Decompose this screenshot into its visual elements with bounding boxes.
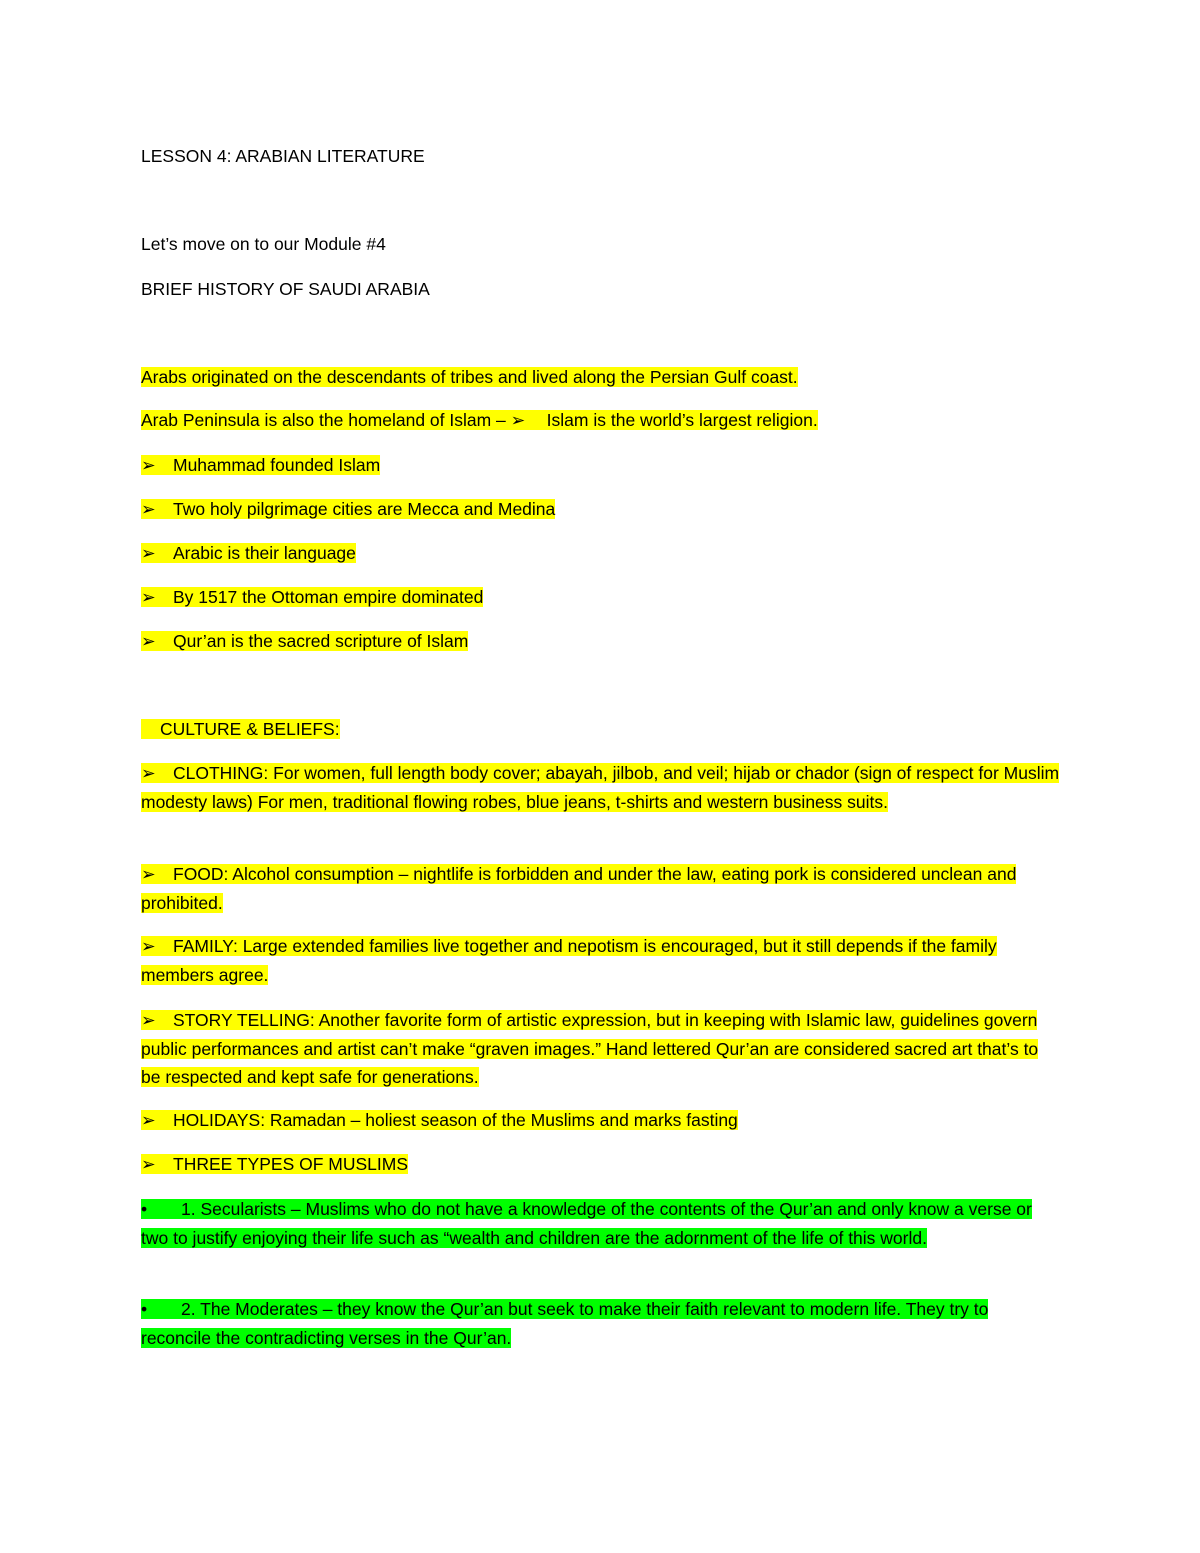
history-line-1 — [141, 363, 798, 391]
bullet-dot-icon: • — [141, 1299, 148, 1319]
list-item — [141, 451, 380, 479]
culture-family — [141, 932, 1061, 989]
arrow-bullet-icon: ➢ — [141, 631, 156, 651]
culture-heading-text: CULTURE & BELIEFS: — [141, 719, 340, 739]
culture-food — [141, 860, 1061, 917]
history-line-2-part2: Islam is the world’s largest religion. — [546, 410, 818, 430]
intro-text: Let’s move on to our Module #4 — [141, 234, 386, 254]
arrow-bullet-icon: ➢ — [141, 864, 156, 884]
culture-heading — [141, 715, 340, 743]
history-line-2-part1: Arab Peninsula is also the homeland of Islam – — [141, 410, 506, 430]
arrow-bullet-icon: ➢ — [141, 543, 156, 563]
arrow-bullet-icon: ➢ — [141, 587, 156, 607]
clothing-text: CLOTHING: For women, full length body cover; abayah, jilbob, and veil; hijab or chador (sign of respect for Muslim modesty laws) For men, traditional flowing robes, blue jeans, t-shirts and western business suits. — [141, 763, 1060, 812]
types-heading-text: THREE TYPES OF MUSLIMS — [173, 1154, 408, 1174]
bullet-text: Two holy pilgrimage cities are Mecca and Medina — [173, 499, 556, 519]
muslim-type-1 — [141, 1195, 1061, 1252]
types-heading — [141, 1150, 408, 1178]
arrow-bullet-icon: ➢ — [141, 499, 156, 519]
arrow-bullet-icon: ➢ — [141, 455, 156, 475]
arrow-bullet-icon: ➢ — [141, 763, 156, 783]
bullet-text: Qur’an is the sacred scripture of Islam — [173, 631, 469, 651]
bullet-text: By 1517 the Ottoman empire dominated — [173, 587, 484, 607]
arrow-bullet-icon: ➢ — [141, 936, 156, 956]
culture-holidays — [141, 1106, 738, 1134]
list-item — [141, 583, 483, 611]
arrow-bullet-icon: ➢ — [141, 1010, 156, 1030]
culture-story-telling — [141, 1006, 1061, 1092]
arrow-bullet-icon: ➢ — [510, 410, 526, 430]
culture-clothing — [141, 759, 1061, 816]
holidays-text: HOLIDAYS: Ramadan – holiest season of the Muslims and marks fasting — [173, 1110, 738, 1130]
history-line-2 — [141, 406, 818, 434]
muslim-type-2 — [141, 1295, 1061, 1352]
story-text: STORY TELLING: Another favorite form of artistic expression, but in keeping with Islamic law, guidelines govern public performances and artist can’t make “graven images.” Hand lettered Qur’an are considered sacred art that’s to be respected and kept safe for generations. — [141, 1010, 1039, 1087]
arrow-bullet-icon: ➢ — [141, 1110, 156, 1130]
list-item — [141, 495, 555, 523]
food-text: FOOD: Alcohol consumption – nightlife is forbidden and under the law, eating pork is considered unclean and prohibited. — [141, 864, 1017, 913]
type1-text: 1. Secularists – Muslims who do not have a knowledge of the contents of the Qur’an and only know a verse or two to justify enjoying their life such as “wealth and children are the adornment of the life of this world. — [141, 1199, 1032, 1248]
list-item — [141, 539, 356, 567]
family-text: FAMILY: Large extended families live together and nepotism is encouraged, but it still depends if the family members agree. — [141, 936, 997, 985]
type2-text: 2. The Moderates – they know the Qur’an but seek to make their faith relevant to modern life. They try to reconcile the contradicting verses in the Qur’an. — [141, 1299, 989, 1348]
section-title: BRIEF HISTORY OF SAUDI ARABIA — [141, 279, 430, 299]
lesson-title: LESSON 4: ARABIAN LITERATURE — [141, 146, 425, 166]
bullet-text: Arabic is their language — [173, 543, 356, 563]
arrow-bullet-icon: ➢ — [141, 1154, 156, 1174]
list-item — [141, 627, 468, 655]
history-line-1-text: Arabs originated on the descendants of tribes and lived along the Persian Gulf coast. — [141, 367, 798, 387]
bullet-text: Muhammad founded Islam — [173, 455, 381, 475]
bullet-dot-icon: • — [141, 1199, 148, 1219]
